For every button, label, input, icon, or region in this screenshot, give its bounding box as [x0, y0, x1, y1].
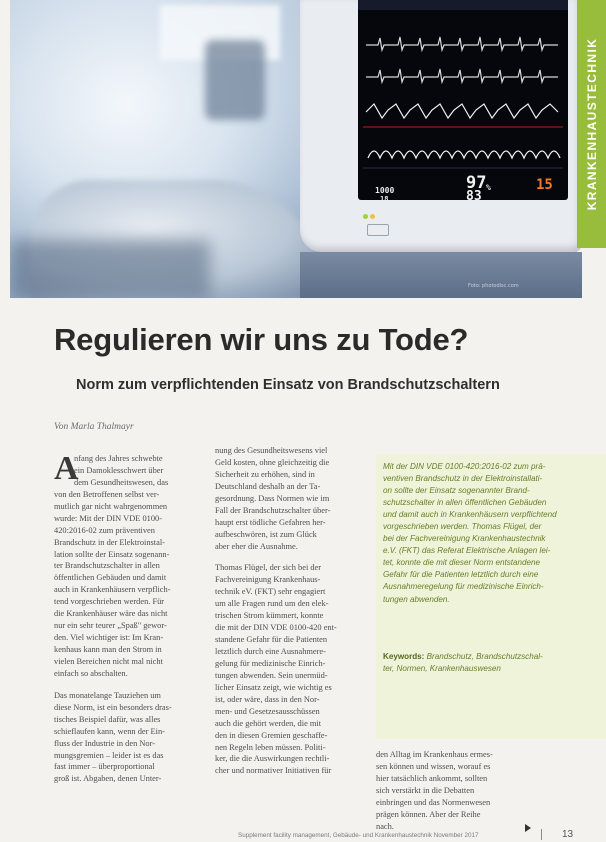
body-line: die mit der DIN VDE 0100-420 ent-	[215, 623, 337, 633]
infusion-pump	[205, 40, 265, 120]
body-line: ist, oder wäre, dass in den Nor-	[215, 694, 320, 704]
vital-waveforms	[358, 0, 568, 200]
body-line: wurde: Mit der DIN VDE 0100-	[54, 513, 163, 523]
pull-quote	[383, 461, 557, 606]
body-line: tisches Beispiel dafür, was alles	[54, 714, 161, 724]
page-number: 13	[562, 829, 574, 840]
body-line: letztlich durch eine Ausnahmere-	[215, 647, 326, 656]
resp-value: 15	[536, 177, 553, 193]
keywords-line	[383, 651, 543, 663]
body-line: standene Gefahr für die Patienten	[215, 635, 328, 645]
body-line: den in diesen Gremien geschaffe-	[215, 730, 328, 740]
quote-line: on sollte der Einsatz sogenannter Brand-	[383, 486, 530, 496]
monitor-base	[300, 252, 582, 298]
body-line: aber eher die Ausnahme.	[215, 541, 298, 551]
body-line: öffentlichen Gebäuden und damit	[54, 573, 167, 583]
keywords	[383, 651, 543, 675]
body-line: Geld kosten, ohne gleichzeitig die	[215, 457, 330, 467]
monitor-screen	[358, 0, 568, 200]
body-line: aufbeschwören, ist zum Glück	[215, 529, 317, 539]
body-line: schieflaufen kann, wenn der Ein-	[54, 726, 165, 736]
body-line: Fall der Brandschutzschalter über-	[215, 505, 331, 515]
body-line: Sicherheit zu erhöhen, sind in	[215, 469, 315, 479]
body-line: Das monatelange Tauziehen um	[54, 690, 161, 700]
body-column-2	[215, 445, 368, 777]
body-line: nen Regeln leben müssen. Politi-	[215, 742, 326, 752]
quote-line: Gefahr für die Patienten letztlich durch eine	[383, 570, 539, 580]
body-line: nach.	[376, 821, 394, 831]
spo2-unit: %	[486, 183, 491, 192]
body-line: fluss der Industrie in den Nor-	[54, 738, 156, 748]
body-line: einbringen und das Normenwesen	[376, 797, 491, 807]
body-line: um alle Fragen rund um den elek-	[215, 599, 329, 609]
body-line: Deutschland deshalb an der Ta-	[215, 481, 321, 491]
continue-arrow-icon	[525, 824, 531, 832]
body-line: technik eV. (FKT) sehr engagiert	[215, 587, 326, 597]
body-line: tungen abwenden. Sein unermüd-	[215, 670, 328, 680]
body-line: den. Viel wichtiger ist: Im Kran-	[54, 633, 164, 643]
body-line: haupt erst tödliche Gefahren her-	[215, 517, 326, 527]
section-tab	[577, 0, 606, 248]
paragraph-gap	[215, 552, 368, 562]
body-line: Fachvereinigung Krankenhaus-	[215, 575, 321, 585]
monitor-readout-b: 18	[380, 195, 389, 203]
body-line: von den Betroffenen selbst ver-	[54, 489, 160, 499]
body-line: 420:2016-02 zum präventiven	[54, 525, 155, 535]
body-line: diese Norm, ist ein besonders dras-	[54, 702, 172, 712]
body-line: gelung für medizinische Einrich-	[215, 658, 326, 668]
quote-line: vorgeschrieben werden. Thomas Flügel, der	[383, 522, 542, 532]
body-line: licher Einsatz zeigt, wie wichtig es	[215, 682, 332, 692]
body-line: nung des Gesundheitswesens viel	[215, 446, 328, 455]
quote-line: und damit auch in Krankenhäusern verpflichtend	[383, 510, 557, 520]
body-line: tend vorgeschrieben werden. Für	[54, 597, 165, 607]
body-line: den Alltag im Krankenhaus ermes-	[376, 750, 493, 759]
body-line: prägen können. Aber der Reihe	[376, 809, 481, 819]
quote-line: tungen abwenden.	[383, 594, 450, 604]
body-line: hier tatsächlich ankommt, sollten	[376, 773, 488, 783]
article-subtitle: Norm zum verpflichtenden Einsatz von Brandschutzschaltern	[76, 377, 500, 393]
body-line: ker, die die Auswirkungen rechtli-	[215, 754, 330, 764]
body-line: dem Gesundheitswesen, das	[74, 477, 169, 487]
body-line: auch die gehört werden, die mit	[215, 718, 322, 728]
body-line: vielen Bereichen nicht mal nicht	[54, 656, 163, 666]
monitor-readout-a: 1000	[375, 186, 395, 195]
footer-divider	[541, 829, 542, 840]
spo2-value: 97	[466, 173, 487, 193]
photo-credit: Foto: photodisc.com	[468, 283, 519, 289]
article-title: Regulieren wir uns zu Tode?	[54, 322, 469, 357]
alarm-led-icon	[370, 214, 375, 219]
pull-quote-box	[376, 454, 606, 739]
body-column-3	[376, 749, 516, 833]
pulse-value: 83	[466, 189, 482, 204]
quote-line: bei der Fachvereinigung Krankenhaustechnik	[383, 534, 546, 544]
monitor-logo-icon	[367, 224, 389, 236]
body-line: mutlich gar nicht wahrgenommen	[54, 501, 168, 511]
body-line: fast immer – überproportional	[54, 762, 155, 772]
paragraph-gap	[54, 680, 207, 690]
section-label: KRANKENHAUSTECHNIK	[584, 37, 599, 211]
drop-cap: A	[54, 450, 79, 487]
quote-line: Ausnahmeregelung für medizinische Einrich-	[383, 582, 544, 592]
quote-line: tet, konnte die mit dieser Norm entstandene	[383, 558, 541, 568]
body-line: sen können und wissen, worauf es	[376, 761, 491, 771]
keywords-line: ter, Normen, Krankenhauswesen	[383, 664, 501, 674]
body-line: trischen Strom kümmert, konnte	[215, 611, 324, 621]
body-line: lation sollte der Einsatz sogenann-	[54, 549, 170, 559]
body-line: die Krankenhäuser wäre das nicht	[54, 609, 168, 619]
keywords-label: Keywords:	[383, 652, 425, 661]
body-line: mungsgremien – leider ist es das	[54, 750, 164, 760]
article-author: Von Marla Thalmayr	[54, 422, 134, 432]
body-line: einfach so abschalten.	[54, 668, 128, 678]
body-line: kenhaus kann man den Strom in	[54, 645, 162, 654]
keywords-text: Brandschutz, Brandschutzschal-	[424, 652, 543, 661]
body-line: ein Damoklesschwert über	[74, 465, 164, 475]
body-line: nfang des Jahres schwebte	[74, 454, 163, 463]
power-led-icon	[363, 214, 368, 219]
bed-shadow	[10, 240, 210, 298]
quote-line: e.V. (FKT) das Referat Elektrische Anlagen lei-	[383, 546, 551, 556]
body-line: cher und normativer Initiativen für	[215, 766, 332, 776]
body-line: sich verstärkt in die Debatten	[376, 785, 475, 795]
body-line: Brandschutz in der Elektroinstal-	[54, 537, 165, 547]
footer-text: Supplement facility management, Gebäude- und Krankenhaustechnik November 2017	[238, 832, 479, 839]
body-line: groß ist. Abgaben, denen Unter-	[54, 774, 162, 784]
quote-line: ventiven Brandschutz in der Elektroinstallati-	[383, 474, 543, 484]
body-column-1	[54, 450, 207, 785]
body-line: nur ein sehr teurer „Spaß" gewor-	[54, 621, 167, 631]
body-line: men- und Gesetzesausschüssen	[215, 706, 320, 716]
body-line: ter Brandschutzschalter in allen	[54, 561, 160, 571]
body-line: auch in Krankenhäusern verpflich-	[54, 585, 171, 595]
quote-line: Mit der DIN VDE 0100-420:2016-02 zum prä-	[383, 462, 546, 471]
quote-line: schutzschalter in allen öffentlichen Gebäuden	[383, 498, 547, 508]
body-line: Thomas Flügel, der sich bei der	[215, 563, 322, 573]
body-line: gesordnung. Dass Normen wie im	[215, 493, 330, 503]
